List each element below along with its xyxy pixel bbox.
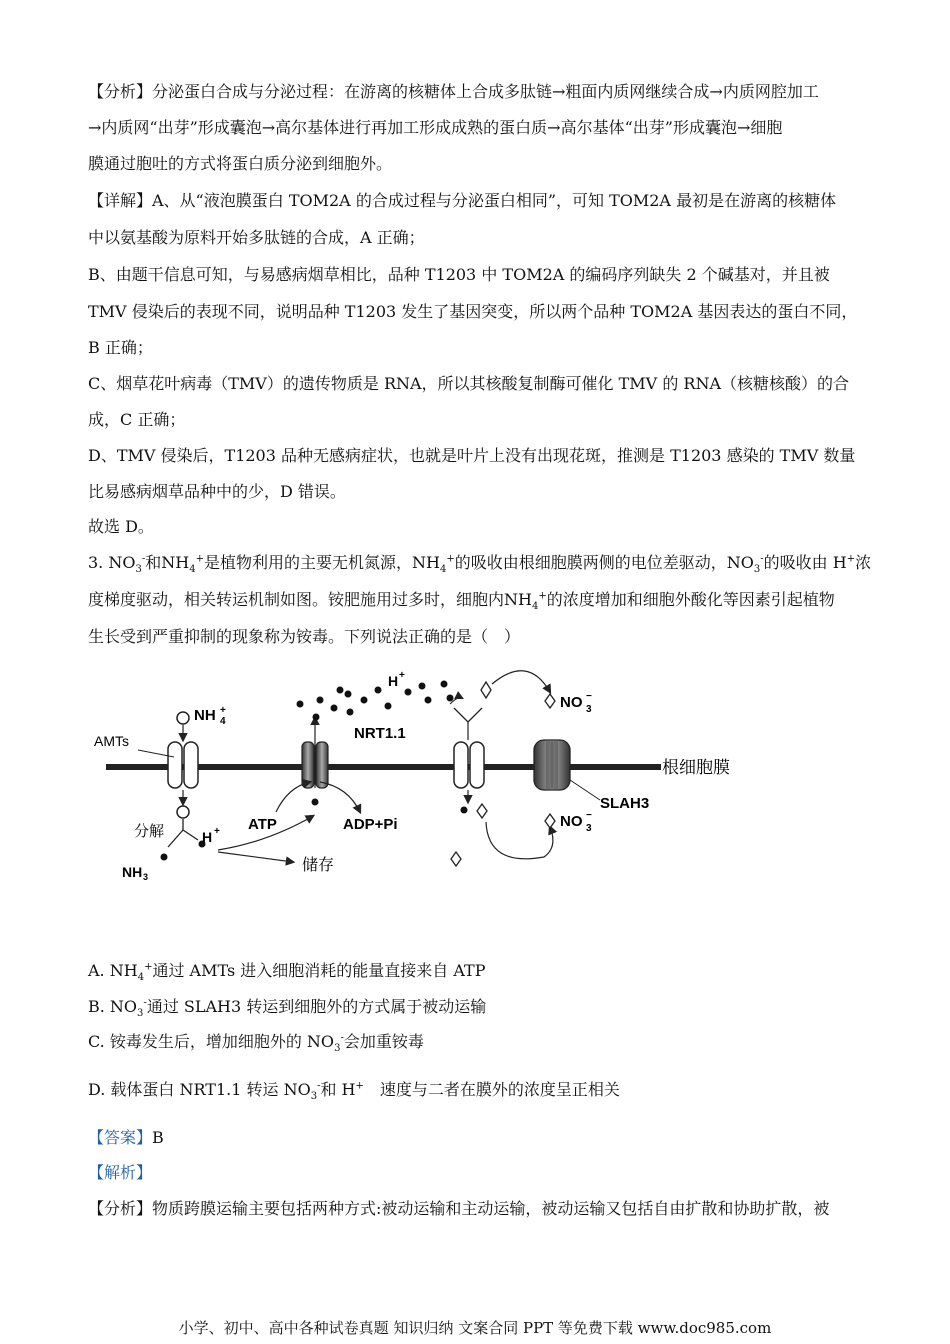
nh4-outside-symbol [177, 712, 189, 724]
analysis-line-1: 【分析】分泌蛋白合成与分泌过程：在游离的核糖体上合成多肽链→粗面内质网继续合成→内质网腔加工 [88, 82, 819, 101]
amts-label: AMTs [94, 733, 129, 749]
svg-text:3: 3 [143, 872, 149, 882]
svg-text:H: H [202, 829, 213, 845]
answer-line [88, 1128, 164, 1148]
detail-line-2: 中以氨基酸为原料开始多肽链的合成，A 正确； [88, 228, 425, 247]
detail-line-5: B 正确； [88, 338, 153, 357]
svg-text:NO: NO [560, 694, 583, 711]
detail-line-4: TMV 侵染后的表现不同，说明品种 T1203 发生了基因突变，所以两个品种 TOM2A 基因表达的蛋白不同， [88, 302, 858, 321]
detail-line-8: D、TMV 侵染后，T1203 品种无感病症状，也就是叶片上没有出现花斑，推测是 T1203 感染的 TMV 数量 [88, 446, 856, 465]
svg-text:4: 4 [220, 716, 226, 727]
chem-no3: $NO_3^-$ [726, 553, 764, 576]
option-a[interactable]: A. $NH_4^+$通过 AMTs 进入细胞消耗的能量直接来自 ATP [88, 961, 486, 984]
footer-text: 小学、初中、高中各种试卷真题 知识归纳 文案合同 PPT 等免费下载 www.doc985.com [178, 1319, 772, 1337]
detail-line-1: 【详解】A、从“液泡膜蛋白 TOM2A 的合成过程与分泌蛋白相同”，可知 TOM2A 最初是在游离的核糖体 [88, 191, 837, 210]
svg-text:−: − [586, 691, 592, 702]
question-3-line-1: 3. $NO_3^-$和$NH_4^+$是植物利用的主要无机氮源，$NH_4^+$的吸收由根细胞膜两侧的电位差驱动，$NO_3^-$的吸收由 H+浓 [88, 553, 872, 576]
chem-nh4: $NH_4^+$ [161, 553, 204, 576]
answer-value: B [152, 1128, 164, 1147]
analysis-2-line: 【分析】物质跨膜运输主要包括两种方式:被动运输和主动运输，被动运输又包括自由扩散和协助扩散，被 [88, 1199, 830, 1218]
nrt11-label: NRT1.1 [354, 725, 406, 742]
jiexi-label: 【解析】 [88, 1163, 153, 1182]
svg-text:3: 3 [586, 823, 592, 834]
transport-diagram [88, 662, 788, 902]
svg-text:NH: NH [122, 864, 143, 880]
detail-line-10: 故选 D。 [88, 517, 154, 536]
option-b[interactable]: B. $NO_3^-$通过 SLAH3 转运到细胞外的方式属于被动运输 [88, 997, 487, 1020]
question-3-line-2: 度梯度驱动，相关转运机制如图。铵肥施用过多时，细胞内$NH_4^+$的浓度增加和细胞外酸化等因素引起植物 [88, 590, 835, 613]
answer-label: 【答案】 [88, 1128, 153, 1147]
slah3-label: SLAH3 [600, 795, 650, 812]
question-3-line-3: 生长受到严重抑制的现象称为铵毒。下列说法正确的是（ ） [88, 627, 521, 646]
analysis-line-3: 膜通过胞吐的方式将蛋白质分泌到细胞外。 [88, 154, 393, 173]
svg-text:−: − [586, 810, 592, 821]
detail-line-7: 成，C 正确； [88, 410, 186, 429]
decompose-label: 分解 [134, 823, 165, 840]
no3-diamond [481, 682, 491, 698]
svg-text:+: + [214, 826, 220, 837]
detail-line-6: C、烟草花叶病毒（TMV）的遗传物质是 RNA，所以其核酸复制酶可催化 TMV 的 RNA（核糖核酸）的合 [88, 374, 850, 393]
atp-label: ATP [248, 816, 277, 833]
adp-label: ADP+Pi [343, 816, 398, 833]
option-d[interactable]: D. 载体蛋白 NRT1.1 转运 $NO_3^-$和 H+ 速度与二者在膜外的浓度呈正相关 [88, 1080, 620, 1103]
chem-nh4: $NH_4^+$ [504, 590, 547, 613]
proton-dots [297, 681, 454, 721]
chem-no3: $NO_3^-$ [108, 553, 146, 576]
option-c[interactable]: C. 铵毒发生后，增加细胞外的 $NO_3^-$会加重铵毒 [88, 1032, 424, 1055]
svg-text:NO: NO [560, 813, 583, 830]
svg-text:NH: NH [194, 707, 216, 724]
storage-label: 储存 [302, 857, 335, 874]
detail-line-9: 比易感病烟草品种中的少，D 错误。 [88, 482, 346, 501]
analysis-line-2: →内质网“出芽”形成囊泡→高尔基体进行再加工形成成熟的蛋白质→高尔基体“出芽”形成囊泡→细胞 [88, 118, 783, 137]
detail-line-3: B、由题干信息可知，与易感病烟草相比，品种 T1203 中 TOM2A 的编码序列缺失 2 个碱基对，并且被 [88, 265, 830, 284]
svg-text:+: + [399, 670, 405, 681]
membrane-label: 根细胞膜 [662, 758, 730, 777]
question-number: 3. [88, 553, 104, 572]
svg-text:3: 3 [586, 704, 592, 715]
svg-text:H: H [388, 673, 399, 689]
nh4-inside-symbol [177, 806, 189, 818]
chem-nh4: $NH_4^+$ [412, 553, 455, 576]
svg-text:+: + [220, 705, 226, 716]
chem-h: H+ [832, 553, 856, 572]
